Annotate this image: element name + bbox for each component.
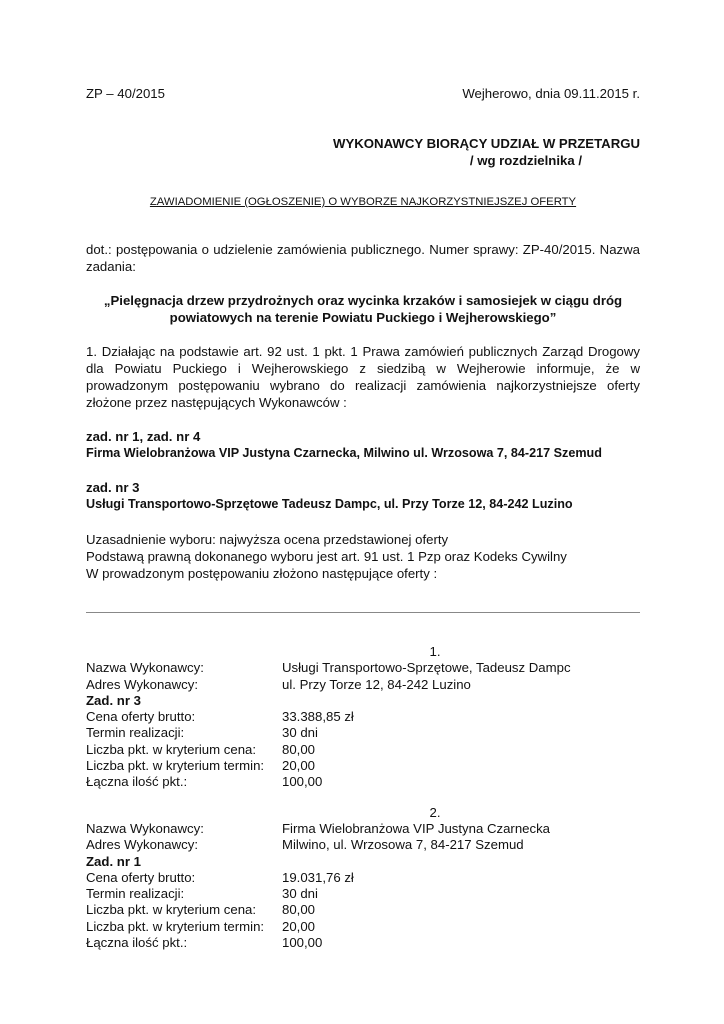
field-label: Cena oferty brutto: — [86, 709, 196, 725]
field-value: 30 dni — [282, 725, 318, 741]
field-label: Łączna ilość pkt.: — [86, 774, 188, 790]
field-label: Nazwa Wykonawcy: — [86, 820, 204, 836]
offer-1-price — [86, 709, 640, 725]
offer-2-price-points — [86, 902, 640, 918]
offer-1-price-points — [86, 742, 640, 758]
task-name-line-2: powiatowych na terenie Powiatu Puckiego i Wejherowskiego” — [169, 310, 557, 325]
field-label: Zad. nr 1 — [86, 853, 141, 869]
offer-2-task — [86, 854, 640, 870]
field-value: 33.388,85 zł — [282, 709, 354, 725]
justification-block — [86, 531, 640, 582]
field-label: Liczba pkt. w kryterium termin: — [86, 918, 265, 934]
offer-2 — [86, 805, 640, 952]
winner-2 — [86, 479, 640, 513]
subject-line: dot.: postępowania o udzielenie zamówienia publicznego. Numer sprawy: ZP-40/2015. Nazwa zadania: — [86, 242, 640, 274]
field-label: Liczba pkt. w kryterium termin: — [86, 758, 265, 774]
field-label: Adres Wykonawcy: — [86, 837, 199, 853]
winner-2-tasks: zad. nr 3 — [86, 480, 140, 495]
offer-1-deadline-points — [86, 758, 640, 774]
offer-1-deadline — [86, 725, 640, 741]
field-value: 100,00 — [282, 935, 323, 951]
decision-paragraph: 1. Działając na podstawie art. 92 ust. 1 pkt. 1 Prawa zamówień publicznych Zarząd Drogowy dla Powiatu Puckiego i Wejherowskiego z siedzibą w Wejherowie informuje, że w prowadzonym postępowaniu wybrano do realizacji zamówienia najkorzystniejsze oferty złożone przez następujących Wykonawców : — [86, 344, 640, 410]
field-value: 100,00 — [282, 774, 323, 790]
field-label: Liczba pkt. w kryterium cena: — [86, 741, 257, 757]
justification-line-1: Uzasadnienie wyboru: najwyższa ocena przedstawionej oferty — [86, 532, 449, 547]
offer-1-total-points — [86, 774, 640, 790]
offer-1-contractor-address — [86, 677, 640, 693]
field-label: Cena oferty brutto: — [86, 869, 196, 885]
separator-line — [86, 612, 640, 613]
winner-1-tasks: zad. nr 1, zad. nr 4 — [86, 429, 201, 444]
recipient-line-2: / wg rozdzielnika / — [469, 153, 582, 168]
field-label: Nazwa Wykonawcy: — [86, 660, 204, 676]
field-value: ul. Przy Torze 12, 84-242 Luzino — [282, 676, 471, 692]
offer-2-price — [86, 870, 640, 886]
field-value: 80,00 — [282, 741, 316, 757]
recipient-line-1: WYKONAWCY BIORĄCY UDZIAŁ W PRZETARGU — [333, 136, 640, 151]
field-value: 80,00 — [282, 902, 316, 918]
winner-2-firm: Usługi Transportowo-Sprzętowe Tadeusz Dampc, ul. Przy Torze 12, 84-242 Luzino — [86, 497, 573, 511]
offer-1-number: 1. — [429, 644, 441, 659]
document-header — [86, 86, 640, 101]
field-value: 20,00 — [282, 918, 316, 934]
recipient-block — [86, 135, 640, 169]
document-page — [86, 86, 640, 951]
task-name — [86, 292, 640, 326]
reference-number: ZP – 40/2015 — [86, 86, 165, 101]
winner-1-firm: Firma Wielobranżowa VIP Justyna Czarnecka, Milwino ul. Wrzosowa 7, 84-217 Szemud — [86, 446, 602, 460]
field-label: Termin realizacji: — [86, 886, 185, 902]
field-value: Usługi Transportowo-Sprzętowe, Tadeusz Dampc — [282, 660, 571, 676]
task-name-line-1: „Pielęgnacja drzew przydrożnych oraz wycinka krzaków i samosiejek w ciągu dróg — [103, 293, 623, 308]
offer-2-contractor-address — [86, 837, 640, 853]
document-title: ZAWIADOMIENIE (OGŁOSZENIE) O WYBORZE NAJKORZYSTNIEJSZEJ OFERTY — [149, 196, 577, 208]
field-label: Łączna ilość pkt.: — [86, 935, 188, 951]
offer-2-total-points — [86, 935, 640, 951]
offer-2-deadline-points — [86, 919, 640, 935]
offer-1-contractor-name — [86, 660, 640, 676]
field-label: Liczba pkt. w kryterium cena: — [86, 902, 257, 918]
offer-2-contractor-name — [86, 821, 640, 837]
field-label: Zad. nr 3 — [86, 692, 141, 708]
place-date: Wejherowo, dnia 09.11.2015 r. — [462, 86, 640, 101]
field-value: 19.031,76 zł — [282, 869, 354, 885]
field-value: 20,00 — [282, 758, 316, 774]
field-value: Firma Wielobranżowa VIP Justyna Czarnecka — [282, 820, 551, 836]
field-value: 30 dni — [282, 886, 318, 902]
justification-line-2: Podstawą prawną dokonanego wyboru jest art. 91 ust. 1 Pzp oraz Kodeks Cywilny — [86, 549, 567, 564]
winner-1 — [86, 428, 640, 462]
field-value: Milwino, ul. Wrzosowa 7, 84-217 Szemud — [282, 837, 524, 853]
offer-2-deadline — [86, 886, 640, 902]
field-label: Adres Wykonawcy: — [86, 676, 199, 692]
offer-1 — [86, 644, 640, 791]
justification-line-3: W prowadzonym postępowaniu złożono następujące oferty : — [86, 566, 438, 581]
field-label: Termin realizacji: — [86, 725, 185, 741]
offer-2-number: 2. — [429, 804, 441, 820]
offer-1-task — [86, 693, 640, 709]
